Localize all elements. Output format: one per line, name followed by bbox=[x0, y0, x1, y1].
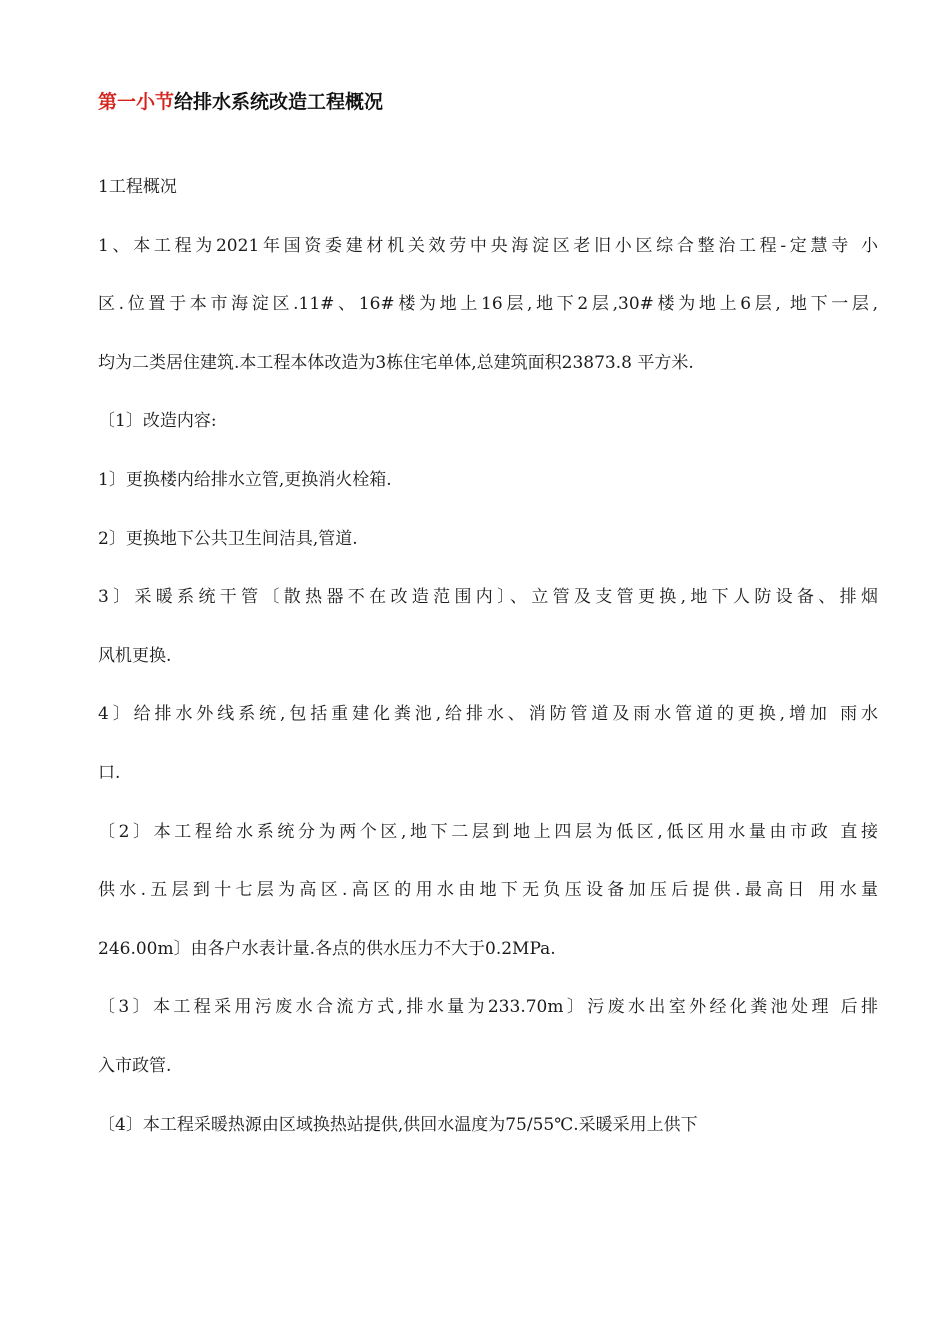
list-item: 3〕采暖系统干管〔散热器不在改造范围内〕、立管及支管更换,地下人防设备、排烟 bbox=[98, 587, 878, 608]
paragraph-line: 1、本工程为2021年国资委建材机关效劳中央海淀区老旧小区综合整治工程-定慧寺 小 bbox=[98, 235, 878, 256]
section-title: 给排水系统改造工程概况 bbox=[174, 91, 384, 113]
paragraph-line: 入市政管. bbox=[98, 1055, 172, 1076]
paragraph-line: 〔3〕本工程采用污废水合流方式,排水量为233.70m〕污废水出室外经化粪池处理 后排 bbox=[98, 997, 878, 1018]
paragraph-line: 均为二类居住建筑.本工程本体改造为3栋住宅单体,总建筑面积23873.8 平方米. bbox=[98, 352, 694, 373]
section-heading bbox=[98, 88, 383, 116]
list-item: 1〕更换楼内给排水立管,更换消火栓箱. bbox=[98, 469, 392, 490]
list-item-continuation: 风机更换. bbox=[98, 645, 172, 666]
paragraph-line: 〔2〕本工程给水系统分为两个区,地下二层到地上四层为低区,低区用水量由市政 直接 bbox=[98, 821, 878, 842]
list-heading: 〔1〕改造内容: bbox=[98, 411, 217, 432]
paragraph-line: 区.位置于本市海淀区.11#、16#楼为地上16层,地下2层,30#楼为地上6层, 地下一层, bbox=[98, 294, 878, 315]
subsection-title: 1工程概况 bbox=[98, 177, 177, 197]
list-item-continuation: 口. bbox=[98, 762, 121, 783]
section-number: 第一小节 bbox=[98, 91, 175, 113]
paragraph-line: 〔4〕本工程采暖热源由区域换热站提供,供回水温度为75/55℃.采暖采用上供下 bbox=[98, 1114, 698, 1135]
list-item: 2〕更换地下公共卫生间洁具,管道. bbox=[98, 528, 358, 549]
list-item: 4〕给排水外线系统,包括重建化粪池,给排水、消防管道及雨水管道的更换,增加 雨水 bbox=[98, 704, 878, 725]
paragraph-line: 246.00m〕由各户水表计量.各点的供水压力不大于0.2MPa. bbox=[98, 938, 556, 959]
paragraph-line: 供水.五层到十七层为高区.高区的用水由地下无负压设备加压后提供.最高日 用水量 bbox=[98, 880, 878, 901]
body-text bbox=[98, 158, 878, 1154]
